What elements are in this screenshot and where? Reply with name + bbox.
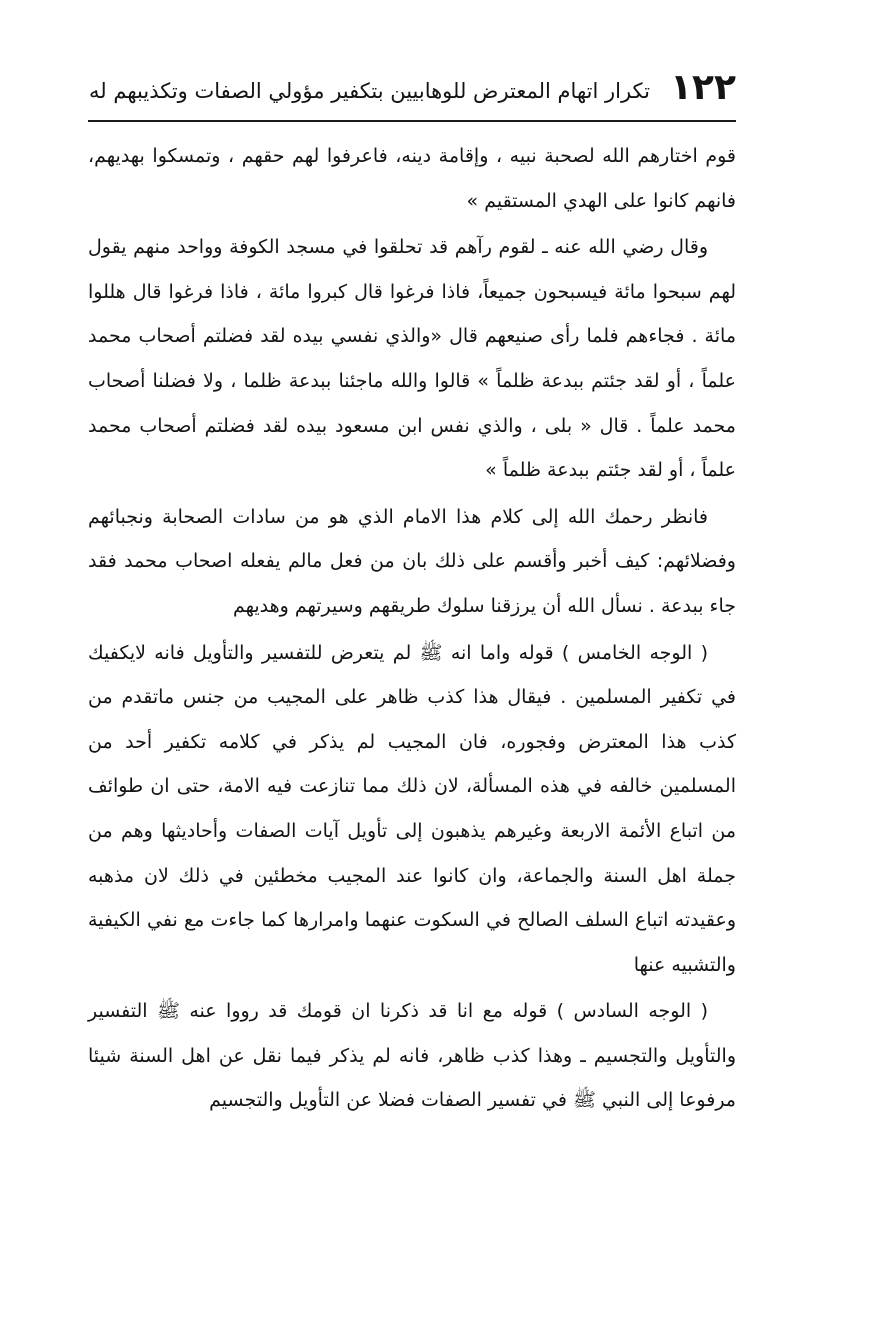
page-body	[88, 134, 736, 1123]
paragraph: قوم اختارهم الله لصحبة نبيه ، وإقامة دينه، فاعرفوا لهم حقهم ، وتمسكوا بهديهم، فانهم كانوا على الهدي المستقيم »	[88, 145, 736, 212]
running-title: تكرار اتهام المعترض للوهابيين بتكفير مؤولي الصفات وتكذيبهم له	[89, 79, 650, 103]
paragraph: وقال رضي الله عنه ـ لقوم رآهم قد تحلقوا في مسجد الكوفة وواحد منهم يقول لهم سبحوا مائة فيسبحون جميعاً، فاذا فرغوا قال كبروا مائة ، فاذا فرغوا قال هللوا مائة . فجاءهم فلما رأى صنيعهم قال «والذي نفسي بيده لقد فضلتم أصحاب محمد علماً ، أو لقد جئتم ببدعة ظلماً » قالوا والله ماجئنا ببدعة ظلما ، ولا فضلنا أصحاب محمد علماً . قال « بلى ، والذي نفس ابن مسعود بيده لقد فضلتم أصحاب محمد علماً ، أو لقد جئتم ببدعة ظلماً »	[88, 236, 736, 482]
page-number: ١٢٢	[670, 67, 736, 108]
paragraph: فانظر رحمك الله إلى كلام هذا الامام الذي هو من سادات الصحابة ونجبائهم وفضلائهم: كيف أخبر وأقسم على ذلك بان من فعل مالم يفعله اصحاب محمد فقد جاء ببدعة . نسأل الله أن يرزقنا سلوك طريقهم وسيرتهم وهديهم	[88, 505, 736, 617]
paragraph: ( الوجه الخامس ) قوله واما انه ﷺ لم يتعرض للتفسير والتأويل فانه لايكفيك في تكفير المسلمين . فيقال هذا كذب ظاهر على المجيب من جنس ماتقدم من كذب هذا المعترض وفجوره، فان المجيب لم يذكر في كلامه تكفير أحد من المسلمين خالفه في هذه المسألة، لان ذلك مما تنازعت فيه الامة، حتى ان طوائف من اتباع الأئمة الاربعة وغيرهم يذهبون إلى تأويل آيات الصفات وأحاديثها وهم من جملة اهل السنة والجماعة، وان كانوا عند المجيب مخطئين في ذلك لان مذهبه وعقيدته اتباع السلف الصالح في السكوت عنهما وامرارها كما جاءت مع نفي الكيفية والتشبيه عنها	[88, 641, 736, 976]
page-header	[86, 66, 736, 116]
paragraph: ( الوجه السادس ) قوله مع انا قد ذكرنا ان قومك قد رووا عنه ﷺ التفسير والتأويل والتجسيم ـ وهذا كذب ظاهر، فانه لم يذكر فيما نقل عن اهل السنة شيئا مرفوعا إلى النبي ﷺ في تفسير الصفات فضلا عن التأويل والتجسيم	[88, 1000, 736, 1112]
header-divider	[88, 120, 736, 122]
